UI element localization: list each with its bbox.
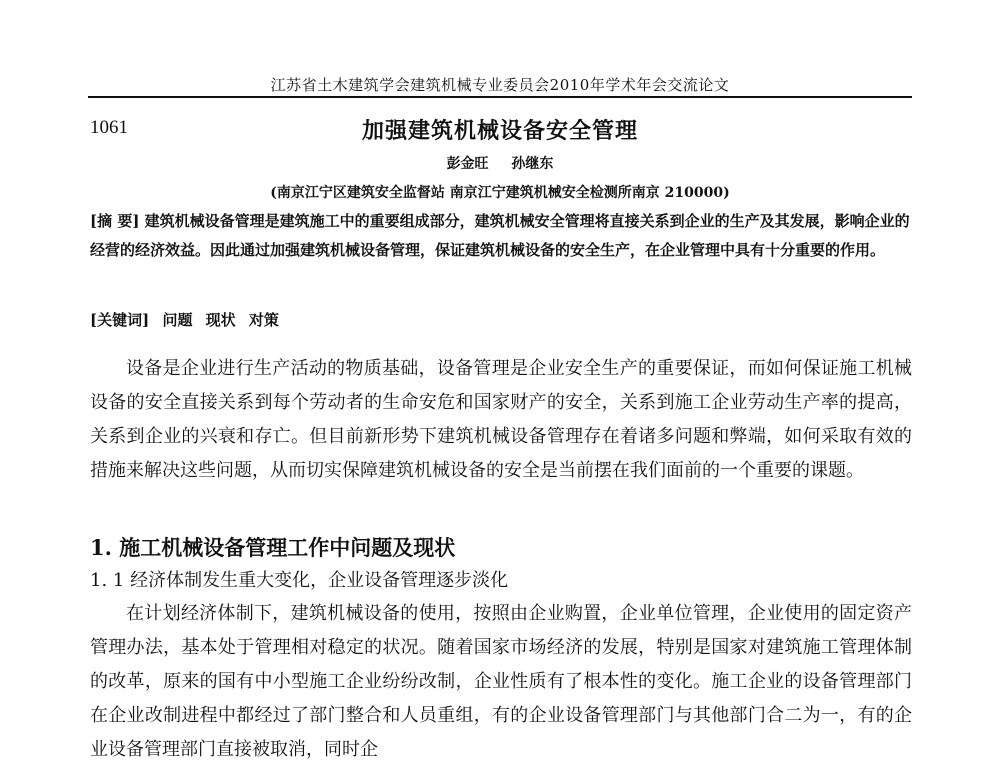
- abstract: [90, 207, 912, 265]
- keywords: [90, 309, 912, 330]
- affiliation: (南京江宁区建筑安全监督站 南京江宁建筑机械安全检测所南京 210000): [270, 185, 730, 201]
- intro-paragraph: 设备是企业进行生产活动的物质基础，设备管理是企业安全生产的重要保证，而如何保证施工机械设备的安全直接关系到每个劳动者的生命安危和国家财产的安全，关系到施工企业劳动生产率的提高，关系到企业的兴衰和存亡。但目前新形势下建筑机械设备管理存在着诸多问题和弊端，如何采取有效的措施来解决这些问题，从而切实保障建筑机械设备的安全是当前摆在我们面前的一个重要的课题。: [90, 358, 912, 481]
- keywords-text: 问题 现状 对策: [162, 311, 279, 329]
- abstract-text: 建筑机械设备管理是建筑施工中的重要组成部分，建筑机械安全管理将直接关系到企业的生产及其发展，影响企业的经营的经济效益。因此通过加强建筑机械设备管理，保证建筑机械设备的安全生产，在企业管理中具有十分重要的作用。: [90, 212, 910, 259]
- section-1-heading: 1. 施工机械设备管理工作中问题及现状: [90, 535, 456, 560]
- header-rule: [88, 96, 912, 98]
- section-1-1-heading: 1. 1 经济体制发生重大变化，企业设备管理逐步淡化: [90, 570, 509, 591]
- paper-id: 1061: [90, 117, 128, 138]
- section-1-1-paragraph: 在计划经济体制下，建筑机械设备的使用，按照由企业购置，企业单位管理，企业使用的固定资产管理办法，基本处于管理相对稳定的状况。随着国家市场经济的发展，特别是国家对建筑施工管理体制的改革，原来的国有中小型施工企业纷纷改制，企业性质有了根本性的变化。施工企业的设备管理部门在企业改制进程中都经过了部门整合和人员重组，有的企业设备管理部门与其他部门合二为一，有的企业设备管理部门直接被取消，同时企: [90, 603, 912, 760]
- abstract-label: [摘 要]: [90, 212, 140, 230]
- keywords-label: [关键词]: [90, 311, 150, 329]
- paper-title: 加强建筑机械设备安全管理: [361, 118, 638, 144]
- authors: 彭金旺 孙继东: [446, 156, 554, 172]
- running-header: 江苏省土木建筑学会建筑机械专业委员会2010年学术年会交流论文: [270, 76, 730, 94]
